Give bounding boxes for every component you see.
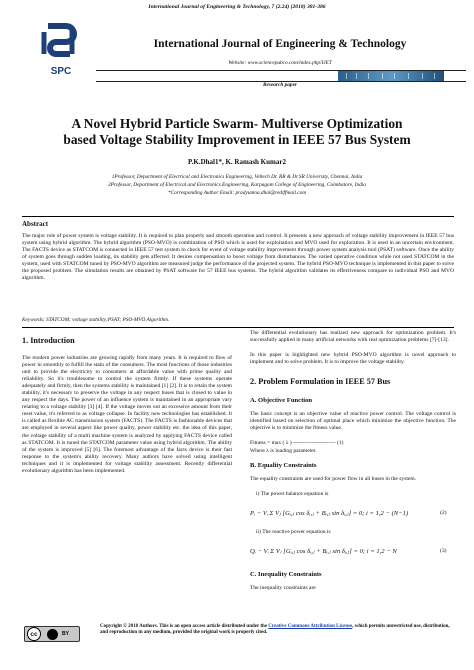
equation-2-number: (2) bbox=[440, 510, 447, 516]
affiliation-2: 2Professor, Department of Electrical and Electronics Engineering, Karpagam College of Engineering, Coimbatore, India bbox=[108, 182, 366, 188]
abstract-text: The major role of power system is voltage stability. It is required to plan properly and smooth operation and control. It presents a new approach of voltage stability improvement in IEEE 57 bus system using hybrid algorithm. The hybrid algorithm (PSO-MVO) is combination of PSO which is used for exploitation and MVO used for exploration. It is used in an uncertain environment. The FACTS device as STATCOM is connected in IEEE 57 test system to check for event of voltage stability improvement through power system analysis tool (PSAT) software. Once the ability of system goes through sudden loading, its stability gets affected. It desires compensation to boost voltage from disturbances. The varied operative condition while not used STATCOM in the system, used with STATCOM tuned by PSO-MVO algorithm are measured judge the performance of the projected system. The hybrid PSO-MVO technique is implemented in this paper to solve the proposed problem. The simulation results are obtained by PSAT software for 57 IEEE bus systems. The hybrid algorithm validates its effectiveness compare to individual PSO and MVO algorithm. bbox=[22, 233, 454, 282]
publisher-logo bbox=[38, 22, 84, 80]
subsection-objective-heading: A. Objective Function bbox=[250, 397, 313, 404]
logo-label: SPC bbox=[50, 66, 72, 77]
journal-citation: International Journal of Engineering & Technology, 7 (2.24) (2018) 381-386 bbox=[148, 4, 326, 10]
abstract-rule-bottom bbox=[22, 327, 454, 328]
equation-3-number: (3) bbox=[440, 548, 447, 554]
inequality-paragraph: The inequality constraints are bbox=[250, 585, 316, 591]
copyright-notice bbox=[100, 624, 454, 637]
objective-paragraph: The basic concept is an objective value of reactive power control. The voltage control is identified based on selection of optimal place which minimize the objective function. The objective is to minimize the fitness value. bbox=[250, 411, 456, 432]
attribution-icon bbox=[47, 629, 58, 640]
cc-license-badge[interactable] bbox=[24, 626, 80, 642]
reactive-power-label: ii) The reactive power equation is bbox=[256, 529, 331, 535]
equation-3: Qᵢ − Vᵢ Σ Vⱼ [Gᵢ,ⱼ cos δᵢ,ⱼ + Bᵢ,ⱼ sin δᵢ,ⱼ] = 0; i = 1,2 − N bbox=[250, 548, 397, 555]
power-balance-label: i) The power balance equation is bbox=[256, 491, 329, 497]
affiliation-1: 1Professor, Department of Electrical and Electronics Engineering, Veltech Dr. RR & Dr.SR University, Chennai, India bbox=[111, 174, 363, 180]
equality-paragraph: The equality constraints are used for power flow in all buses in the system. bbox=[250, 476, 417, 482]
license-link[interactable]: Creative Commons Attribution License bbox=[268, 624, 353, 629]
journal-title: International Journal of Engineering & Technology bbox=[153, 38, 407, 50]
cc-icon: cc bbox=[27, 627, 41, 641]
corresponding-author: *Corresponding Author Email: pradyumna.dhal@rediffmail.com bbox=[167, 190, 307, 196]
authors: P.K.Dhal1*, K. Ramash Kumar2 bbox=[188, 158, 286, 166]
abstract-rule-top bbox=[22, 216, 454, 217]
keywords: Keywords: STATCOM; voltage stability;PSAT; PSO-MVO Algorithm. bbox=[22, 317, 170, 323]
copyright-rest: , which permits unrestricted use, distribution, and reproduction in any medium, provided the original work is properly cited. bbox=[100, 624, 450, 636]
where-text: Where λ is loading parameter. bbox=[250, 448, 317, 454]
subsection-equality-heading: B. Equality Constraints bbox=[250, 462, 317, 469]
paper-title-line2: based Voltage Stability Improvement in IEEE 57 Bus System bbox=[63, 132, 411, 147]
right-paragraph-1: The differential evolutionary has realized new approach for optimization problem. It's successfully applied in many artificial networks with real optimization problems [7]-[13]. bbox=[250, 330, 456, 344]
paper-title bbox=[20, 116, 454, 148]
copyright-text: Copyright © 2018 Authors. This is an open access article distributed under the bbox=[100, 624, 268, 629]
equation-2: Pᵢ − Vᵢ Σ Vⱼ [Gᵢ,ⱼ cos δᵢ,ⱼ + Bᵢ,ⱼ sin δᵢ,ⱼ] = 0; i = 1,2 − (N−1) bbox=[250, 510, 409, 517]
section-problem-heading: 2. Problem Formulation in IEEE 57 Bus bbox=[250, 377, 391, 386]
fitness-equation: Fitness = max ( λ ) ----------------------- (1) bbox=[250, 440, 344, 446]
subsection-inequality-heading: C. Inequality Constraints bbox=[250, 571, 322, 578]
paper-title-line1: A Novel Hybrid Particle Swarm- Multiverse Optimization bbox=[71, 116, 403, 131]
introduction-paragraph: The modern power industries are growing rapidly from many years. It is required to flow of power in smoothly to fulfill the stain of the consumers. The most functions of those industries unit to provide the electricity to consumers at affordable value with prime quality and reliability. So it's troublesome to control the system firmly. If these systems operate adequately and firmly, then the systems stability is maintained [1] [2]. It is to retain the system stability, it's necessary to preserve the voltage in any respect buses that is closed to value in any respect the days. The power of an influence system is maintained in an appropriate vary relating to a voltage stability [3] [4]. If the voltage moves out an excessive amount from their reset value, it's referred to as voltage collapse. In facility new technologies has established. It is called as flexible AC transmission system (FACTS). The FACTS is fashionable devices that are employed in several aspect like power quality, power stability etc. the idea of this paper, the voltage stability of a multi machine system is analyzed by applying FACTS device called as STATCOM. It is tuned the STATCOM parameter value using hybrid algorithm. The ability of the system is improved [5] [6]. The foremost advantage of the facts device is their fast response to the system's ability recovery. Many authors have solved using intelligent techniques and it is implemented for voltage stability assessment. Recently differential evolutionary algorithm has been implemented. bbox=[22, 355, 232, 474]
cc-by-label: BY bbox=[62, 631, 69, 637]
journal-banner-image bbox=[338, 71, 444, 81]
section-introduction-heading: 1. Introduction bbox=[22, 336, 75, 345]
abstract-heading: Abstract bbox=[22, 220, 49, 228]
paper-type: Research paper bbox=[263, 82, 297, 88]
right-paragraph-2: In this paper is highlighted new hybrid PSO-MVO algorithm is novel approach to implement and to solve problem. It is to improve the voltage stability. bbox=[250, 352, 456, 366]
journal-website[interactable]: Website: www.sciencepubco.com/index.php/IJET bbox=[228, 60, 332, 66]
